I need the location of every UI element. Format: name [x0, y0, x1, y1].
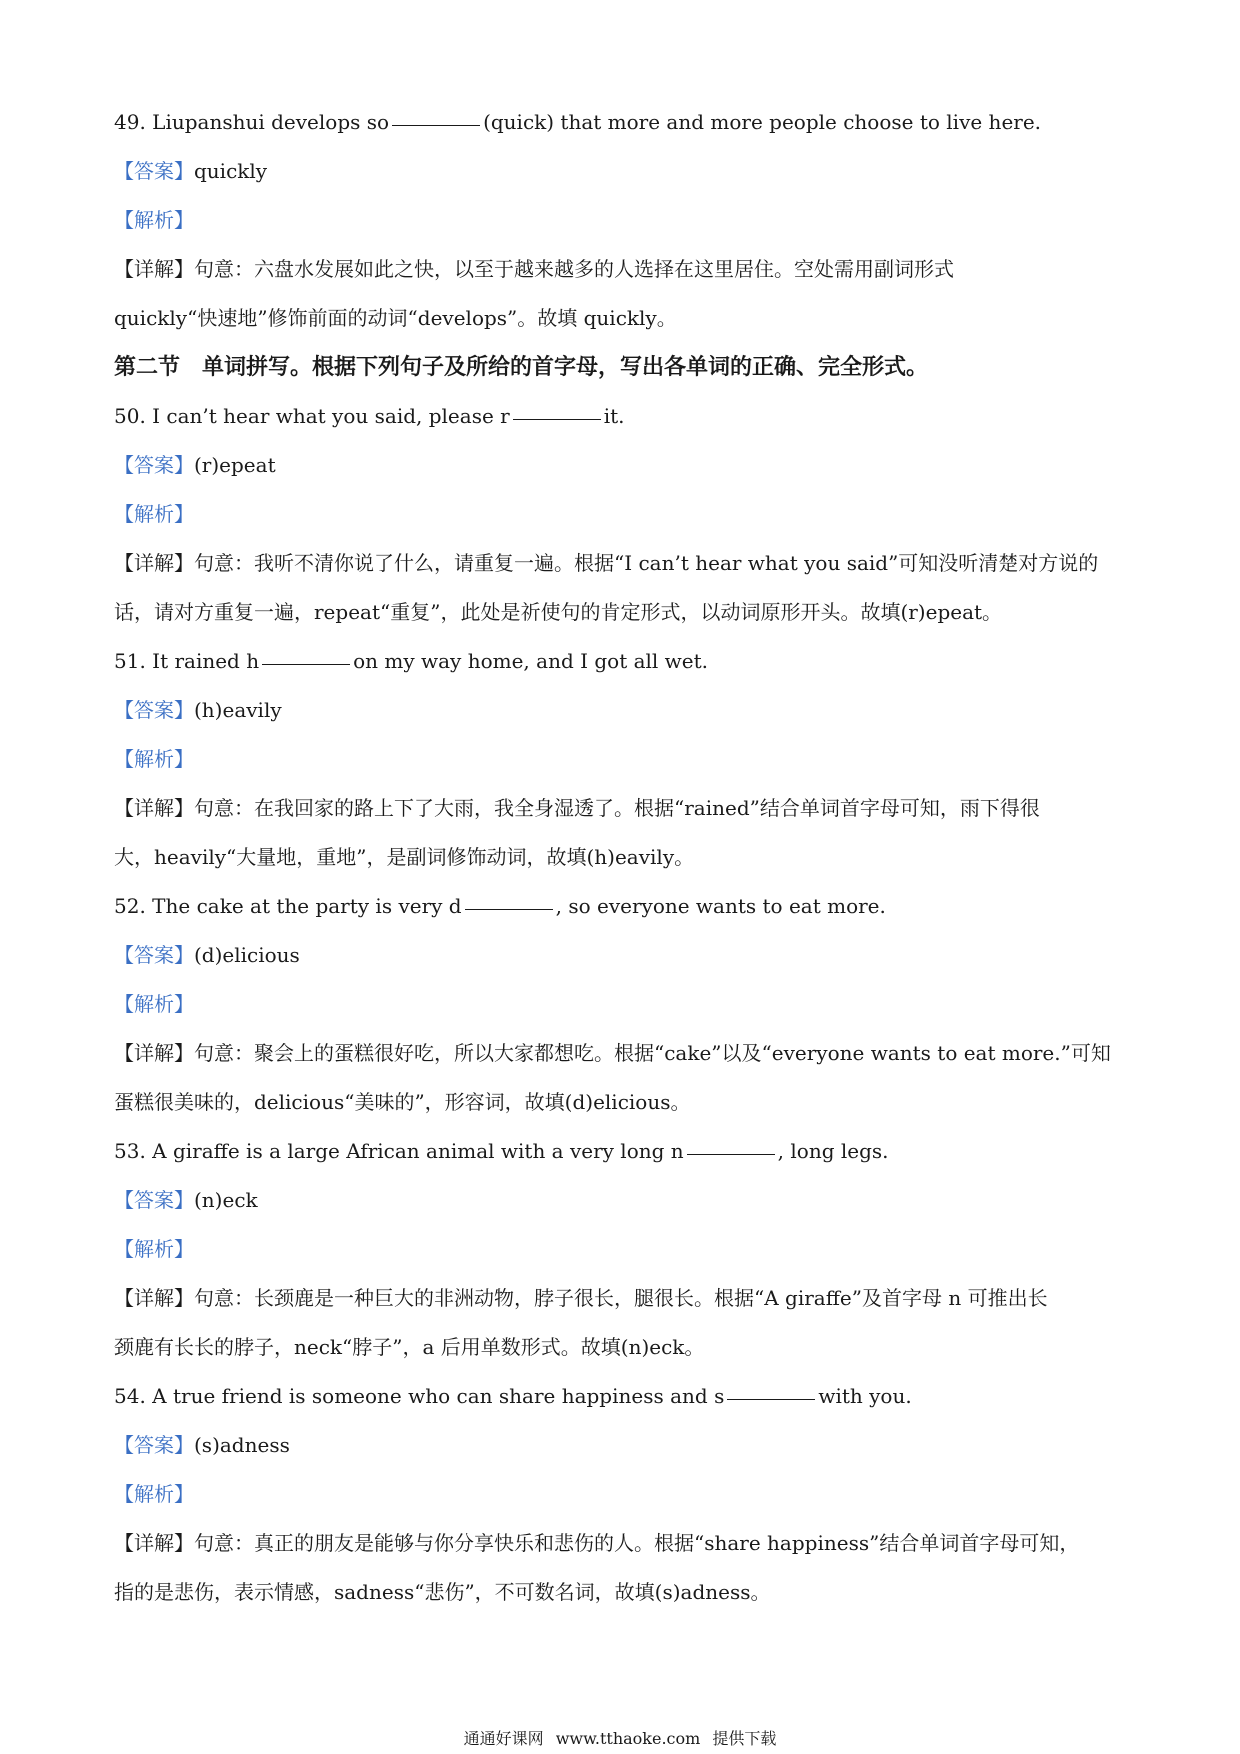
analysis-tag: 【解析】 — [114, 1237, 194, 1261]
answer-51: 【答案】(h)eavily — [114, 698, 282, 722]
detail-53: 【详解】句意：长颈鹿是一种巨大的非洲动物，脖子很长，腿很长。根据“A giraffe”及首字母 n 可推出长 — [114, 1286, 1048, 1310]
detail-49-cont: quickly“快速地”修饰前面的动词“develops”。故填 quickly。 — [114, 306, 677, 330]
answer-blank — [687, 1153, 775, 1155]
question-53: 53. A giraffe is a large African animal with a very long n , long legs. — [114, 1139, 889, 1163]
detail-50-cont: 话，请对方重复一遍，repeat“重复”，此处是祈使句的肯定形式，以动词原形开头。故填(r)epeat。 — [114, 600, 1003, 624]
detail-53-cont: 颈鹿有长长的脖子，neck“脖子”，a 后用单数形式。故填(n)eck。 — [114, 1335, 705, 1359]
answer-49: 【答案】quickly — [114, 159, 268, 183]
analysis-tag: 【解析】 — [114, 502, 194, 526]
answer-tag: 【答案】 — [114, 1433, 194, 1457]
document-page — [114, 98, 1134, 1617]
detail-tag: 【详解】 — [114, 1286, 194, 1310]
detail-54-cont: 指的是悲伤，表示情感，sadness“悲伤”，不可数名词，故填(s)adness。 — [114, 1580, 771, 1604]
detail-54: 【详解】句意：真正的朋友是能够与你分享快乐和悲伤的人。根据“share happiness”结合单词首字母可知， — [114, 1531, 1080, 1555]
page-footer — [0, 1726, 1240, 1749]
analysis-tag: 【解析】 — [114, 992, 194, 1016]
answer-tag: 【答案】 — [114, 159, 194, 183]
footer-url[interactable]: www.tthaoke.com — [555, 1729, 701, 1748]
detail-tag: 【详解】 — [114, 796, 194, 820]
answer-tag: 【答案】 — [114, 943, 194, 967]
analysis-tag: 【解析】 — [114, 208, 194, 232]
answer-blank — [513, 418, 601, 420]
detail-50: 【详解】句意：我听不清你说了什么，请重复一遍。根据“I can’t hear what you said”可知没听清楚对方说的 — [114, 551, 1099, 575]
analysis-53 — [114, 1225, 1134, 1274]
analysis-50 — [114, 490, 1134, 539]
analysis-tag: 【解析】 — [114, 1482, 194, 1506]
footer-suffix: 提供下载 — [712, 1729, 777, 1748]
answer-tag: 【答案】 — [114, 698, 194, 722]
question-52: 52. The cake at the party is very d , so everyone wants to eat more. — [114, 894, 886, 918]
answer-52: 【答案】(d)elicious — [114, 943, 300, 967]
question-51: 51. It rained h on my way home, and I got all wet. — [114, 649, 709, 673]
section-2-title: 第二节 单词拼写。根据下列句子及所给的首字母，写出各单词的正确、完全形式。 — [114, 354, 929, 380]
footer-site-name: 通通好课网 — [463, 1729, 544, 1748]
question-49: 49. Liupanshui develops so (quick) that more and more people choose to live here. — [114, 110, 1042, 134]
analysis-51 — [114, 735, 1134, 784]
detail-51: 【详解】句意：在我回家的路上下了大雨，我全身湿透了。根据“rained”结合单词首字母可知，雨下得很 — [114, 796, 1040, 820]
answer-blank — [727, 1398, 815, 1400]
detail-tag: 【详解】 — [114, 551, 194, 575]
detail-49: 【详解】句意：六盘水发展如此之快，以至于越来越多的人选择在这里居住。空处需用副词形式 — [114, 257, 954, 281]
detail-tag: 【详解】 — [114, 1531, 194, 1555]
detail-52-cont: 蛋糕很美味的，delicious“美味的”，形容词，故填(d)elicious。 — [114, 1090, 691, 1114]
analysis-52 — [114, 980, 1134, 1029]
answer-53: 【答案】(n)eck — [114, 1188, 258, 1212]
answer-54: 【答案】(s)adness — [114, 1433, 290, 1457]
answer-blank — [392, 124, 480, 126]
analysis-tag: 【解析】 — [114, 747, 194, 771]
detail-tag: 【详解】 — [114, 1041, 194, 1065]
answer-tag: 【答案】 — [114, 1188, 194, 1212]
analysis-49 — [114, 196, 1134, 245]
detail-52: 【详解】句意：聚会上的蛋糕很好吃，所以大家都想吃。根据“cake”以及“everyone wants to eat more.”可知 — [114, 1041, 1111, 1065]
detail-51-cont: 大，heavily“大量地，重地”，是副词修饰动词，故填(h)eavily。 — [114, 845, 695, 869]
detail-tag: 【详解】 — [114, 257, 194, 281]
question-50: 50. I can’t hear what you said, please r it. — [114, 404, 625, 428]
analysis-54 — [114, 1470, 1134, 1519]
answer-50: 【答案】(r)epeat — [114, 453, 276, 477]
answer-tag: 【答案】 — [114, 453, 194, 477]
answer-blank — [465, 908, 553, 910]
question-54: 54. A true friend is someone who can share happiness and s with you. — [114, 1384, 912, 1408]
answer-blank — [262, 663, 350, 665]
